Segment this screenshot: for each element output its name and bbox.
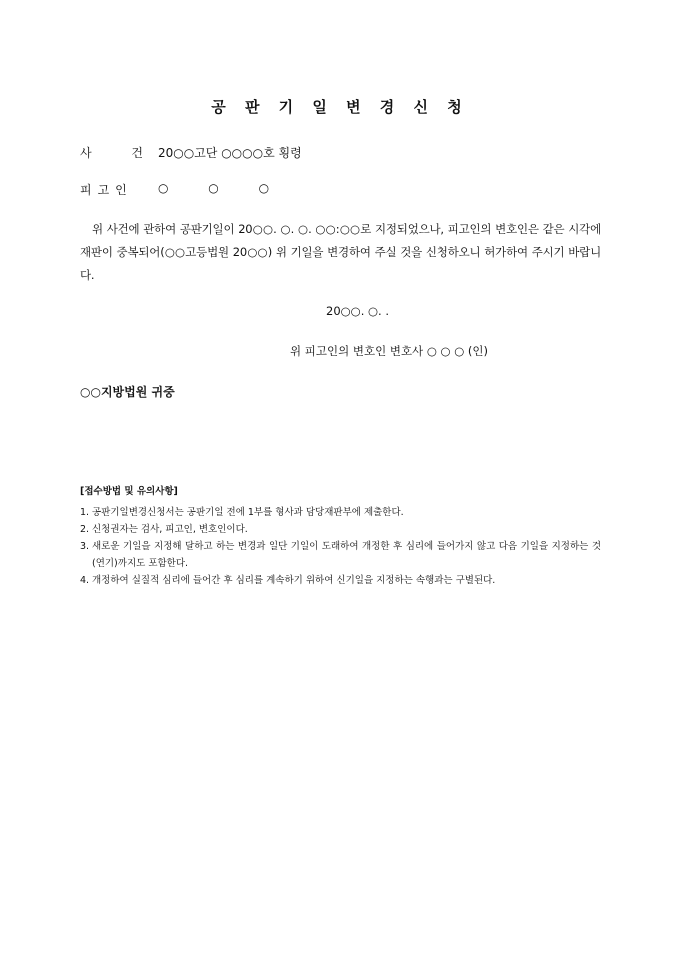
document-title: 공 판 기 일 변 경 신 청 <box>211 98 469 116</box>
note-text: 신청권자는 검사, 피고인, 변호인이다. <box>92 524 248 535</box>
note-number: 2. <box>80 524 90 535</box>
note-number: 1. <box>80 507 90 518</box>
note-text: 공판기일변경신청서는 공판기일 전에 1부를 형사과 담당재판부에 제출한다. <box>92 507 404 518</box>
note-number: 4. <box>80 575 90 586</box>
notes-section <box>80 483 601 589</box>
notes-heading: [접수방법 및 유의사항] <box>80 486 178 497</box>
note-number: 3. <box>80 541 90 552</box>
signer-line: 위 피고인의 변호인 변호사 ○ ○ ○ (인) <box>290 344 488 358</box>
filing-date: 20○○. ○. . <box>326 304 390 318</box>
note-item <box>80 538 601 572</box>
case-label: 사 건 <box>80 146 161 160</box>
note-text: 새로운 기일을 지정해 달하고 하는 변경과 일단 기일이 도래하여 개정한 후 심리에 들어가지 않고 다음 기일을 지정하는 것(연기)까지도 포함한다. <box>92 541 601 569</box>
case-value: 20○○고단 ○○○○호 횡령 <box>158 146 302 160</box>
request-body: 위 사건에 관하여 공판기일이 20○○. ○. ○. ○○:○○로 지정되었으나, 피고인의 변호인은 같은 시각에 재판이 중복되어(○○고등법원 20○○) 위 기일을 변경하여 주실 것을 신청하오니 허가하여 주시기 바랍니다. <box>80 222 601 282</box>
defendant-label: 피고인 <box>80 183 133 197</box>
note-item <box>80 572 601 589</box>
court-addressee: ○○지방법원 귀중 <box>80 385 175 399</box>
note-text: 개정하여 실질적 심리에 들어간 후 심리를 계속하기 위하여 신기일을 지정하는 속행과는 구별된다. <box>92 575 496 586</box>
defendant-value: ○ ○ ○ <box>158 181 288 195</box>
note-item <box>80 521 601 538</box>
note-item <box>80 504 601 521</box>
